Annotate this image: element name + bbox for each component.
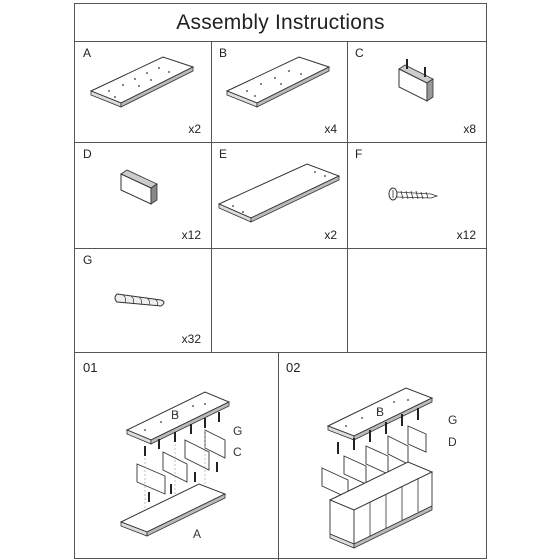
step-02-panel: [278, 352, 486, 560]
part-label: D: [83, 147, 92, 161]
step-number: 02: [286, 360, 301, 375]
part-quantity: x2: [324, 228, 337, 242]
part-cell-g: [75, 248, 211, 352]
part-label: A: [83, 46, 92, 60]
callout-g: G: [233, 424, 243, 438]
part-cell-a: [75, 41, 211, 142]
page-title: Assembly Instructions: [75, 4, 486, 42]
part-quantity: x2: [188, 122, 201, 136]
board-a-drawing: [89, 51, 199, 111]
part-label: C: [355, 46, 364, 60]
callout-b: B: [376, 405, 385, 419]
empty-cell: [211, 248, 347, 352]
callout-d: D: [448, 435, 457, 449]
part-label: G: [83, 253, 93, 267]
step-number: 01: [83, 360, 98, 375]
part-cell-f: [347, 142, 486, 248]
callout-g: G: [448, 413, 458, 427]
part-cell-e: [211, 142, 347, 248]
screw-icon: [385, 182, 445, 212]
panel-d-drawing: [117, 164, 177, 214]
callout-b: B: [171, 408, 180, 422]
part-cell-b: [211, 41, 347, 142]
part-label: E: [219, 147, 228, 161]
step-01-drawing: [105, 372, 275, 557]
instruction-sheet: [74, 3, 487, 559]
part-quantity: x12: [456, 228, 476, 242]
part-label: F: [355, 147, 363, 161]
step-01-panel: [75, 352, 278, 560]
part-quantity: x8: [463, 122, 476, 136]
part-quantity: x12: [181, 228, 201, 242]
empty-cell: [347, 248, 486, 352]
callout-c: C: [233, 445, 242, 459]
step-02-drawing: [308, 372, 483, 557]
part-quantity: x4: [324, 122, 337, 136]
part-cell-d: [75, 142, 211, 248]
panel-c-drawing: [391, 57, 451, 107]
part-label: B: [219, 46, 228, 60]
part-cell-c: [347, 41, 486, 142]
part-quantity: x32: [181, 332, 201, 346]
dowel-icon: [113, 286, 173, 316]
callout-a: A: [193, 527, 202, 541]
board-b-drawing: [225, 51, 335, 111]
board-e-drawing: [215, 156, 345, 226]
